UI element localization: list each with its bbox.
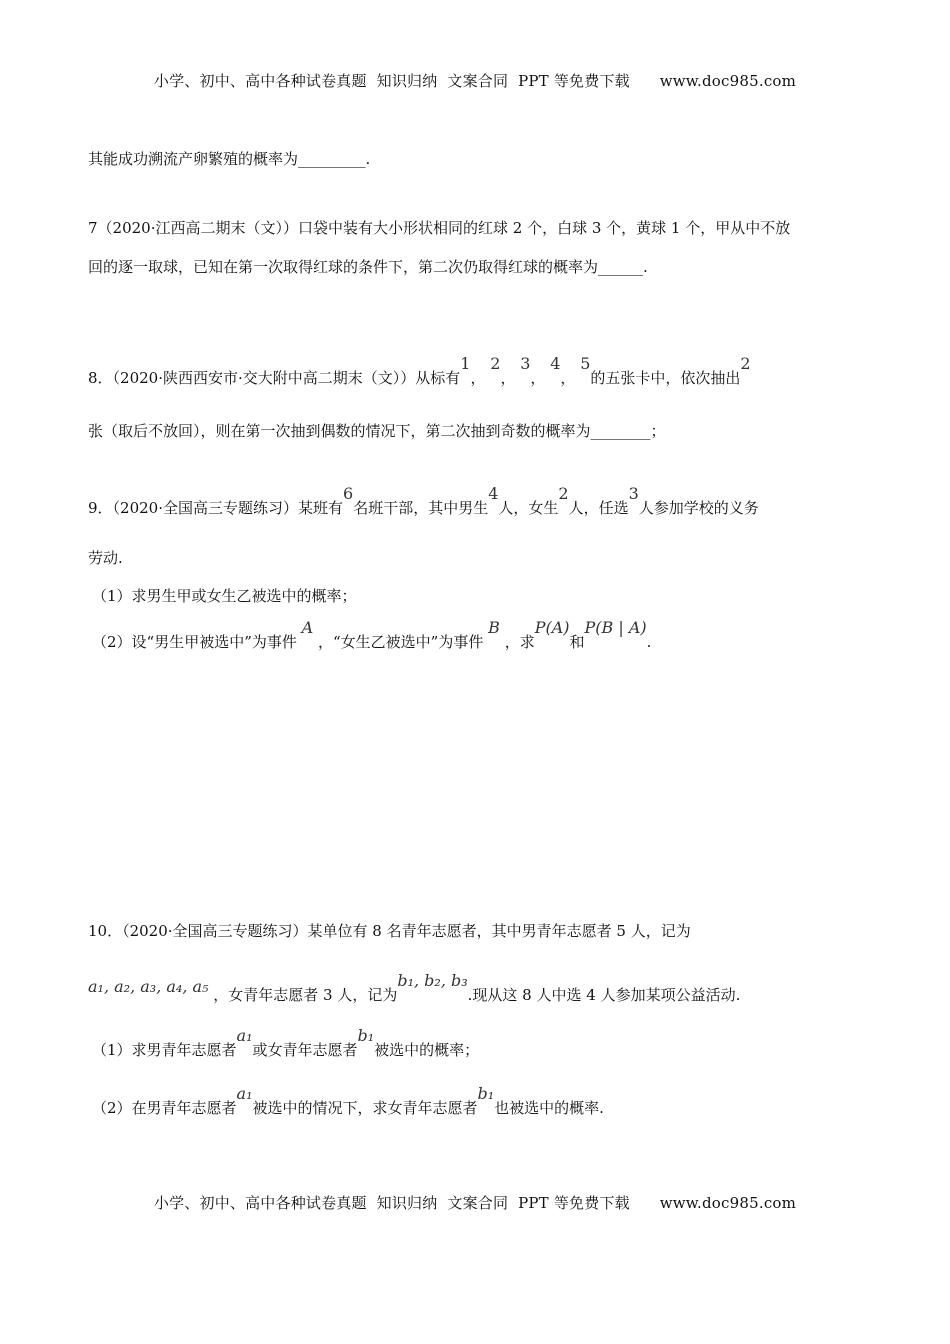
q7-line-2: 回的逐一取球，已知在第一次取得红球的条件下，第二次仍取得红球的概率为______. bbox=[88, 258, 648, 276]
footer-url: www.doc985.com bbox=[659, 1194, 797, 1212]
q9-math-1: 6 bbox=[343, 484, 354, 503]
q9-p2-prob-a: P(A) bbox=[534, 618, 570, 637]
q9-line-2: 劳动. bbox=[88, 549, 123, 567]
q10-text-3: .现从这 8 人中选 4 人参加某项公益活动. bbox=[467, 986, 741, 1004]
q10-part-1 bbox=[92, 1026, 880, 1059]
q8-sep: ， bbox=[470, 369, 486, 387]
q8-num-3: 3 bbox=[520, 354, 531, 373]
q8-num-5: 5 bbox=[580, 354, 591, 373]
q9-part-2 bbox=[92, 618, 880, 651]
q8-num-1: 1 bbox=[460, 354, 471, 373]
page-footer bbox=[0, 1192, 950, 1213]
q8-mid: 的五张卡中，依次抽出 bbox=[590, 369, 741, 387]
q8-sep: ， bbox=[530, 369, 546, 387]
q10-line-1: 10．（2020·全国高三专题练习）某单位有 8 名青年志愿者，其中男青年志愿者 5 人，记为 bbox=[88, 922, 691, 940]
q10-p2-text-b: 被选中的情况下，求女青年志愿者 bbox=[252, 1099, 478, 1117]
q9-text-4: 人，任选 bbox=[568, 499, 629, 517]
q8-num-4: 4 bbox=[550, 354, 561, 373]
q9-p2-text-a: （2）设“男生甲被选中”为事件 bbox=[92, 633, 297, 651]
q9-text-1: 9．（2020·全国高三专题练习）某班有 bbox=[88, 499, 343, 517]
q6-tail-line: 其能成功溯流产卵繁殖的概率为_________. bbox=[88, 150, 371, 168]
q10-a-list: a₁, a₂, a₃, a₄, a₅ bbox=[88, 977, 209, 996]
q10-p1-text-b: 或女青年志愿者 bbox=[252, 1041, 358, 1059]
q10-p2-text-c: 也被选中的概率. bbox=[494, 1099, 604, 1117]
q9-p2-text-d: 和 bbox=[569, 633, 585, 651]
q10-p1-b1: b₁ bbox=[357, 1026, 375, 1045]
q10-text-2: ，女青年志愿者 3 人，记为 bbox=[213, 986, 398, 1004]
q10-p1-text-c: 被选中的概率； bbox=[374, 1041, 480, 1059]
q9-p2-prob-b-given-a: P(B | A) bbox=[584, 618, 647, 637]
q8-sep: ， bbox=[560, 369, 576, 387]
q10-p2-a1: a₁ bbox=[236, 1084, 253, 1103]
q10-p1-text-a: （1）求男青年志愿者 bbox=[92, 1041, 237, 1059]
q9-p2-text-b: ，“女生乙被选中”为事件 bbox=[318, 633, 484, 651]
q10-line-2 bbox=[88, 971, 880, 1004]
q10-b-list: b₁, b₂, b₃ bbox=[397, 971, 468, 990]
q9-p2-event-b: B bbox=[488, 618, 500, 637]
q9-part-1: （1）求男生甲或女生乙被选中的概率； bbox=[92, 587, 357, 605]
q7-line-1: 7（2020·江西高二期末（文））口袋中装有大小形状相同的红球 2 个，白球 3 个，黄球 1 个，甲从中不放 bbox=[88, 219, 791, 237]
q9-text-3: 人，女生 bbox=[498, 499, 559, 517]
q8-num-2: 2 bbox=[490, 354, 501, 373]
q8-line-2: 张（取后不放回），则在第一次抽到偶数的情况下，第二次抽到奇数的概率为________； bbox=[88, 422, 666, 440]
q9-text-5: 人参加学校的义务 bbox=[638, 499, 759, 517]
page-header bbox=[0, 70, 950, 91]
q9-math-4: 3 bbox=[628, 484, 639, 503]
q8-prefix: 8．（2020·陕西西安市·交大附中高二期末（文））从标有 bbox=[88, 369, 461, 387]
footer-text: 小学、初中、高中各种试卷真题 知识归纳 文案合同 PPT 等免费下载 bbox=[153, 1194, 630, 1212]
header-url: www.doc985.com bbox=[659, 72, 797, 90]
q9-line-1 bbox=[88, 484, 880, 517]
q10-p1-a1: a₁ bbox=[236, 1026, 253, 1045]
q9-p2-event-a: A bbox=[301, 618, 314, 637]
q8-line-1 bbox=[88, 354, 880, 387]
header-text: 小学、初中、高中各种试卷真题 知识归纳 文案合同 PPT 等免费下载 bbox=[153, 72, 630, 90]
q10-p2-b1: b₁ bbox=[477, 1084, 495, 1103]
q9-math-3: 2 bbox=[558, 484, 569, 503]
q9-math-2: 4 bbox=[488, 484, 499, 503]
q8-sep: ， bbox=[500, 369, 516, 387]
q9-text-2: 名班干部，其中男生 bbox=[353, 499, 489, 517]
q9-p2-text-e: . bbox=[646, 633, 652, 651]
q8-num-6: 2 bbox=[740, 354, 751, 373]
q9-p2-text-c: ，求 bbox=[504, 633, 535, 651]
q10-p2-text-a: （2）在男青年志愿者 bbox=[92, 1099, 237, 1117]
q10-part-2 bbox=[92, 1084, 880, 1117]
